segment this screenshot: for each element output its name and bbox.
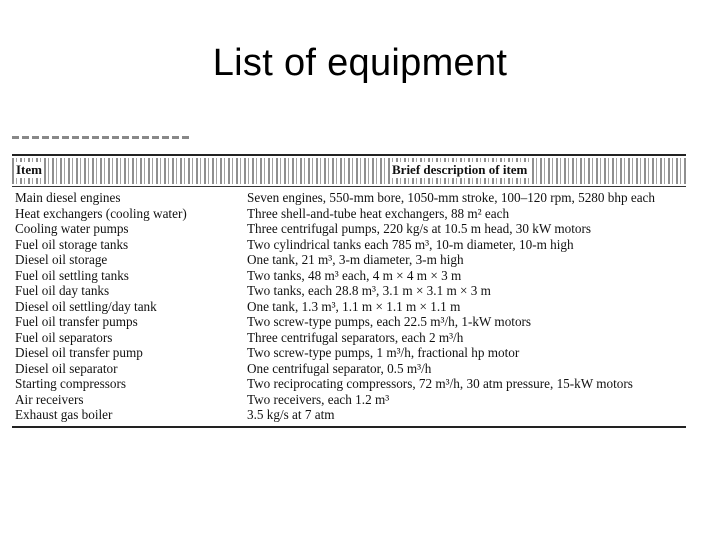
item-cell: Fuel oil separators bbox=[15, 329, 113, 345]
table-row bbox=[12, 345, 686, 361]
item-cell: Main diesel engines bbox=[15, 190, 121, 205]
description-cell: Two receivers, each 1.2 m³ bbox=[247, 391, 390, 407]
header-band bbox=[12, 158, 686, 184]
item-cell: Diesel oil storage bbox=[15, 252, 108, 267]
table-row bbox=[12, 206, 686, 222]
table-row bbox=[12, 376, 686, 392]
description-cell: Two screw-type pumps, each 22.5 m³/h, 1-kW motors bbox=[247, 314, 532, 329]
item-cell: Diesel oil settling/day tank bbox=[15, 298, 157, 314]
item-cell: Fuel oil transfer pumps bbox=[15, 314, 138, 329]
slide-title: List of equipment bbox=[212, 42, 508, 84]
table-row bbox=[12, 330, 686, 346]
table-bottom-rule bbox=[12, 426, 686, 428]
scan-artifact bbox=[12, 136, 192, 139]
description-cell: Three centrifugal separators, each 2 m³/h bbox=[247, 329, 464, 345]
table-row bbox=[12, 392, 686, 408]
description-cell: Two reciprocating compressors, 72 m³/h, 30 atm pressure, 15-kW motors bbox=[247, 376, 633, 391]
description-cell: One tank, 1.3 m³, 1.1 m × 1.1 m × 1.1 m bbox=[247, 298, 461, 314]
description-cell: Two cylindrical tanks each 785 m³, 10-m diameter, 10-m high bbox=[247, 236, 574, 252]
description-cell: Two tanks, 48 m³ each, 4 m × 4 m × 3 m bbox=[247, 267, 462, 283]
header-item: Item bbox=[16, 162, 42, 177]
table-row bbox=[12, 299, 686, 315]
description-cell: Three centrifugal pumps, 220 kg/s at 10.5 m head, 30 kW motors bbox=[247, 221, 592, 236]
item-cell: Diesel oil separator bbox=[15, 360, 118, 376]
table-top-rule bbox=[12, 154, 686, 156]
description-cell: One tank, 21 m³, 3-m diameter, 3-m high bbox=[247, 252, 464, 267]
table-body bbox=[12, 190, 686, 423]
table-row bbox=[12, 361, 686, 377]
item-cell: Heat exchangers (cooling water) bbox=[15, 205, 187, 221]
item-cell: Fuel oil storage tanks bbox=[15, 236, 129, 252]
item-cell: Exhaust gas boiler bbox=[15, 407, 113, 422]
header-description: Brief description of item bbox=[392, 162, 528, 177]
description-cell: Seven engines, 550-mm bore, 1050-mm stroke, 100–120 rpm, 5280 bhp each bbox=[247, 190, 656, 205]
description-cell: One centrifugal separator, 0.5 m³/h bbox=[247, 360, 432, 376]
table-header-rule bbox=[12, 186, 686, 187]
table-row bbox=[12, 283, 686, 299]
item-cell: Air receivers bbox=[15, 391, 84, 407]
description-cell: Two tanks, each 28.8 m³, 3.1 m × 3.1 m × 3 m bbox=[247, 283, 491, 298]
item-cell: Starting compressors bbox=[15, 376, 126, 391]
table-row bbox=[12, 252, 686, 268]
table-row bbox=[12, 314, 686, 330]
item-cell: Diesel oil transfer pump bbox=[15, 345, 143, 360]
description-cell: Two screw-type pumps, 1 m³/h, fractional hp motor bbox=[247, 345, 520, 360]
table-row bbox=[12, 407, 686, 423]
table-row bbox=[12, 268, 686, 284]
description-cell: 3.5 kg/s at 7 atm bbox=[247, 407, 335, 422]
description-cell: Three shell-and-tube heat exchangers, 88 m² each bbox=[247, 205, 510, 221]
item-cell: Cooling water pumps bbox=[15, 221, 129, 236]
table-row bbox=[12, 237, 686, 253]
table-row bbox=[12, 221, 686, 237]
item-cell: Fuel oil day tanks bbox=[15, 283, 110, 298]
item-cell: Fuel oil settling tanks bbox=[15, 267, 129, 283]
table-row bbox=[12, 190, 686, 206]
